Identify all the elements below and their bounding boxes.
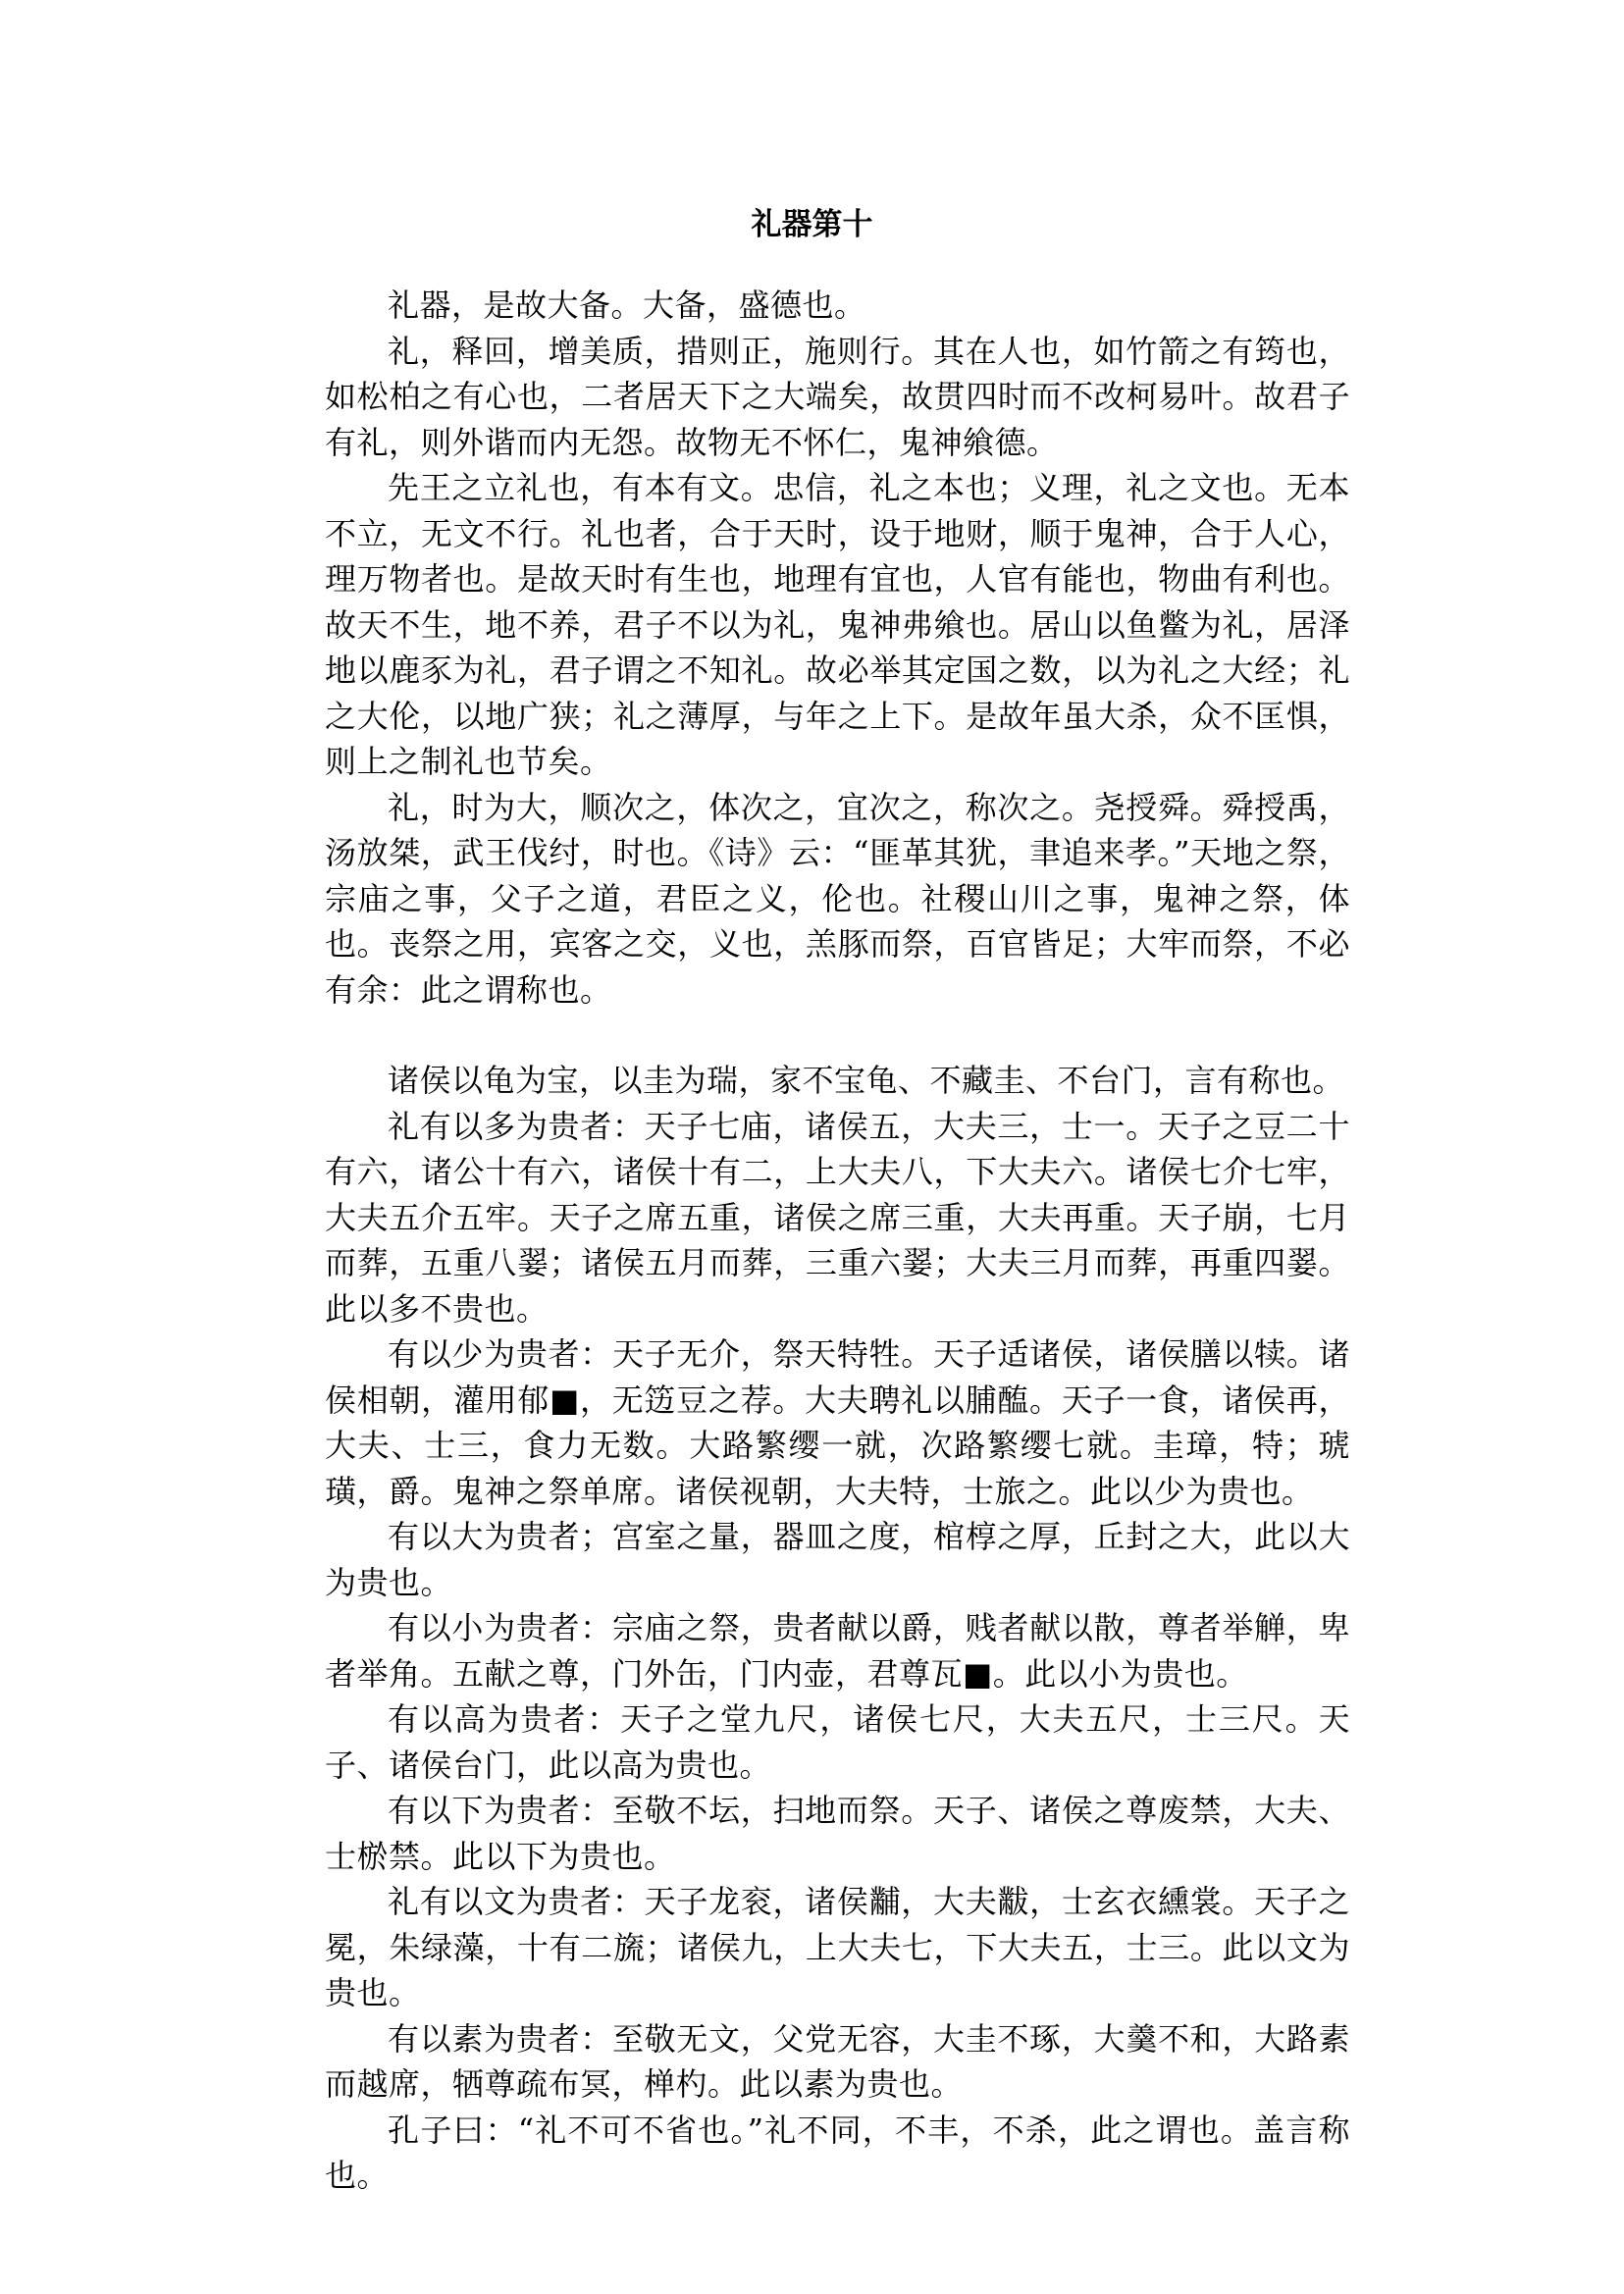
paragraph: 有以大为贵者；宫室之量，器皿之度，棺椁之厚，丘封之大，此以大为贵也。 xyxy=(325,1518,1350,1601)
document-body xyxy=(325,283,1350,2199)
paragraph: 有以下为贵者：至敬不坛，扫地而祭。天子、诸侯之尊废禁，大夫、士棜禁。此以下为贵也。 xyxy=(325,1792,1350,1875)
paragraph: 孔子曰：“礼不可不省也。”礼不同，不丰，不杀，此之谓也。盖言称也。 xyxy=(325,2111,1350,2194)
paragraph: 有以高为贵者：天子之堂九尺，诸侯七尺，大夫五尺，士三尺。天子、诸侯台门，此以高为贵也。 xyxy=(325,1700,1350,1784)
paragraph: 礼，时为大，顺次之，体次之，宜次之，称次之。尧授舜。舜授禹，汤放桀，武王伐纣，时也。《诗》云：“匪革其犹，聿追来孝。”天地之祭，宗庙之事，父子之道，君臣之义，伦也。社稷山川之事，鬼神之祭，体也。丧祭之用，宾客之交，义也，羔豚而祭，百官皆足；大牢而祭，不必有余：此之谓称也。 xyxy=(325,788,1350,1009)
paragraph: 有以小为贵者：宗庙之祭，贵者献以爵，贱者献以散，尊者举觯，卑者举角。五献之尊，门外缶，门内壶，君尊瓦■。此以小为贵也。 xyxy=(325,1609,1350,1693)
page-title: 礼器第十 xyxy=(751,207,873,242)
paragraph: 礼有以文为贵者：天子龙衮，诸侯黼，大夫黻，士玄衣纁裳。天子之冕，朱绿藻，十有二旒；诸侯九，上大夫七，下大夫五，士三。此以文为贵也。 xyxy=(325,1883,1350,2011)
paragraph: 有以素为贵者：至敬无文，父党无容，大圭不琢，大羹不和，大路素而越席，牺尊疏布冥，椫杓。此以素为贵也。 xyxy=(325,2019,1350,2103)
paragraph: 礼有以多为贵者：天子七庙，诸侯五，大夫三，士一。天子之豆二十有六，诸公十有六，诸侯十有二，上大夫八，下大夫六。诸侯七介七牢，大夫五介五牢。天子之席五重，诸侯之席三重，大夫再重。天子崩，七月而葬，五重八翣；诸侯五月而葬，三重六翣；大夫三月而葬，再重四翣。此以多不贵也。 xyxy=(325,1107,1350,1328)
paragraph: 礼，释回，增美质，措则正，施则行。其在人也，如竹箭之有筠也，如松柏之有心也，二者居天下之大端矣，故贯四时而不改柯易叶。故君子有礼，则外谐而内无怨。故物无不怀仁，鬼神飨德。 xyxy=(325,332,1350,461)
paragraph: 有以少为贵者：天子无介，祭天特牲。天子适诸侯，诸侯膳以犊。诸侯相朝，灌用郁■，无笾豆之荐。大夫聘礼以脯醢。天子一食，诸侯再，大夫、士三，食力无数。大路繁缨一就，次路繁缨七就。圭璋，特；琥璜，爵。鬼神之祭单席。诸侯视朝，大夫特，士旅之。此以少为贵也。 xyxy=(325,1335,1350,1510)
paragraph: 礼器，是故大备。大备，盛德也。 xyxy=(388,287,866,324)
paragraph: 诸侯以龟为宝，以圭为瑞，家不宝龟、不藏圭、不台门，言有称也。 xyxy=(388,1062,1345,1099)
paragraph: 先王之立礼也，有本有文。忠信，礼之本也；义理，礼之文也。无本不立，无文不行。礼也者，合于天时，设于地财，顺于鬼神，合于人心，理万物者也。是故天时有生也，地理有宜也，人官有能也，物曲有利也。故天不生，地不养，君子不以为礼，鬼神弗飨也。居山以鱼鳖为礼，居泽地以鹿豕为礼，君子谓之不知礼。故必举其定国之数，以为礼之大经；礼之大伦，以地广狭；礼之薄厚，与年之上下。是故年虽大杀，众不匡惧，则上之制礼也节矣。 xyxy=(325,469,1350,780)
